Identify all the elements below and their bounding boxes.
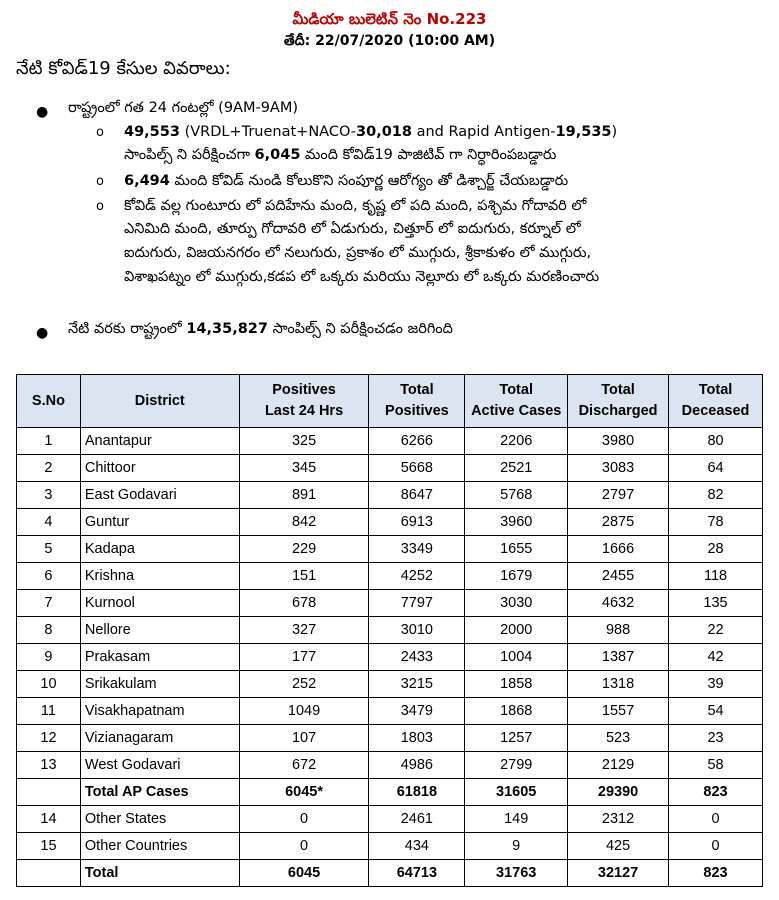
cell-positives-24h: 177 [239, 644, 369, 671]
cell-total-positives: 64713 [369, 860, 465, 887]
cell-district: Srikakulam [80, 671, 239, 698]
vrdl-count: 30,018 [356, 124, 412, 140]
cell-deceased: 28 [669, 536, 763, 563]
cell-sno [17, 779, 81, 806]
table-row [17, 509, 763, 536]
bullet-tests-24h: రాష్ట్రంలో గత 24 గంటల్లో (9AM-9AM) [68, 100, 299, 116]
cell-deceased: 82 [669, 482, 763, 509]
table-row [17, 698, 763, 725]
cell-active-cases: 1257 [465, 725, 568, 752]
cell-total-positives: 2461 [369, 806, 465, 833]
circle-bullet-icon: o [96, 125, 104, 140]
cell-deceased: 0 [669, 806, 763, 833]
cell-deceased: 0 [669, 833, 763, 860]
bullet-total-samples [68, 318, 453, 340]
cell-positives-24h: 252 [239, 671, 369, 698]
table-row [17, 860, 763, 887]
header-sno: S.No [17, 375, 81, 428]
cell-positives-24h: 0 [239, 806, 369, 833]
table-row [17, 644, 763, 671]
cell-sno: 11 [17, 698, 81, 725]
cell-positives-24h: 1049 [239, 698, 369, 725]
cell-district: Prakasam [80, 644, 239, 671]
cell-discharged: 425 [568, 833, 669, 860]
cell-active-cases: 31763 [465, 860, 568, 887]
cell-discharged: 29390 [568, 779, 669, 806]
cell-active-cases: 2799 [465, 752, 568, 779]
table-header-row [17, 375, 763, 428]
cell-discharged: 1557 [568, 698, 669, 725]
deaths-line-1: కోవిడ్ వల్ల గుంటూరు లో పదిహేను మంది, కృష్ణ లో పది మంది, పశ్చిమ గోదావరి లో [124, 198, 587, 214]
cell-district: Other States [80, 806, 239, 833]
cell-active-cases: 2521 [465, 455, 568, 482]
positives-line [124, 144, 556, 166]
cell-deceased: 823 [669, 860, 763, 887]
header-text: Deceased [681, 403, 750, 419]
cell-active-cases: 9 [465, 833, 568, 860]
header-text: Total [601, 382, 635, 398]
cell-active-cases: 1868 [465, 698, 568, 725]
header-text: Total [400, 382, 434, 398]
cell-active-cases: 1858 [465, 671, 568, 698]
header-positives-24h [239, 375, 369, 428]
cell-discharged: 2797 [568, 482, 669, 509]
cell-sno: 13 [17, 752, 81, 779]
cell-active-cases: 149 [465, 806, 568, 833]
cell-deceased: 39 [669, 671, 763, 698]
cell-total-positives: 3010 [369, 617, 465, 644]
table-row [17, 482, 763, 509]
cell-district: Kurnool [80, 590, 239, 617]
cell-sno: 1 [17, 428, 81, 455]
section-heading: నేటి కోవిడ్19 కేసుల వివరాలు: [16, 58, 231, 79]
cell-active-cases: 1004 [465, 644, 568, 671]
cell-sno: 4 [17, 509, 81, 536]
cell-total-positives: 3349 [369, 536, 465, 563]
deaths-line-3: ఐదుగురు, విజయనగరం లో నలుగురు, ప్రకాశం లో ముగ్గురు, శ్రీకాకుళం లో ముగ్గురు, [124, 245, 592, 261]
cell-sno: 7 [17, 590, 81, 617]
cell-discharged: 3980 [568, 428, 669, 455]
cell-positives-24h: 891 [239, 482, 369, 509]
table-row [17, 428, 763, 455]
discharged-count: 6,494 [124, 173, 170, 189]
cell-district: Total [80, 860, 239, 887]
cell-district: Anantapur [80, 428, 239, 455]
header-text: Total [698, 382, 733, 398]
cell-district: Total AP Cases [80, 779, 239, 806]
cell-district: Visakhapatnam [80, 698, 239, 725]
samples-text-a: (VRDL+Truenat+NACO- [179, 124, 357, 140]
header-active-cases [465, 375, 568, 428]
table-row [17, 536, 763, 563]
cell-positives-24h: 151 [239, 563, 369, 590]
cell-positives-24h: 325 [239, 428, 369, 455]
cell-total-positives: 5668 [369, 455, 465, 482]
header-text: Total [499, 382, 533, 398]
cell-total-positives: 6913 [369, 509, 465, 536]
cell-discharged: 4632 [568, 590, 669, 617]
cell-positives-24h: 107 [239, 725, 369, 752]
cell-total-positives: 4986 [369, 752, 465, 779]
cell-sno: 2 [17, 455, 81, 482]
header-text: Positives [272, 382, 336, 398]
cell-active-cases: 2000 [465, 617, 568, 644]
cell-discharged: 1666 [568, 536, 669, 563]
cell-total-positives: 6266 [369, 428, 465, 455]
cell-active-cases: 2206 [465, 428, 568, 455]
cell-positives-24h: 672 [239, 752, 369, 779]
discharged-text: మంది కోవిడ్ నుండి కోలుకొని సంపూర్ణ ఆరోగ్యం తో డిశ్చార్జ్ చేయబడ్డారు [169, 173, 569, 189]
cell-sno [17, 860, 81, 887]
cell-total-positives: 3479 [369, 698, 465, 725]
cell-positives-24h: 229 [239, 536, 369, 563]
table-row [17, 617, 763, 644]
cell-deceased: 823 [669, 779, 763, 806]
header-deceased [669, 375, 763, 428]
deaths-line-4: విశాఖపట్నం లో ముగ్గురు,కడప లో ఒక్కరు మరియు నెల్లూరు లో ఒక్కరు మరణించారు [124, 269, 600, 285]
table-row [17, 806, 763, 833]
cell-discharged: 32127 [568, 860, 669, 887]
circle-bullet-icon: o [96, 174, 104, 189]
cell-discharged: 2129 [568, 752, 669, 779]
header-total-positives [369, 375, 465, 428]
cell-total-positives: 3215 [369, 671, 465, 698]
cell-sno: 3 [17, 482, 81, 509]
cell-deceased: 22 [669, 617, 763, 644]
table-row [17, 671, 763, 698]
cell-sno: 5 [17, 536, 81, 563]
bulletin-title: మీడియా బులెటిన్ నెం No.223 [292, 10, 487, 28]
table-row [17, 563, 763, 590]
cell-sno: 14 [17, 806, 81, 833]
cell-discharged: 988 [568, 617, 669, 644]
cell-sno: 6 [17, 563, 81, 590]
date-value: 22/07/2020 (10:00 AM) [315, 33, 496, 49]
cell-discharged: 1387 [568, 644, 669, 671]
district-cases-table [16, 374, 763, 887]
cell-active-cases: 3030 [465, 590, 568, 617]
cell-sno: 8 [17, 617, 81, 644]
bullet-icon: ● [36, 104, 49, 120]
cell-deceased: 135 [669, 590, 763, 617]
cell-district: Krishna [80, 563, 239, 590]
cell-active-cases: 31605 [465, 779, 568, 806]
positives-count: 6,045 [254, 147, 301, 163]
cell-district: Guntur [80, 509, 239, 536]
total-samples-text-b: సాంపిల్స్ ని పరీక్షించడం జరిగింది [267, 321, 453, 337]
positives-text-a: సాంపిల్స్ ని పరీక్షించగా [124, 147, 255, 163]
cell-active-cases: 5768 [465, 482, 568, 509]
circle-bullet-icon: o [96, 199, 104, 214]
cell-district: Other Countries [80, 833, 239, 860]
cell-sno: 12 [17, 725, 81, 752]
cell-deceased: 58 [669, 752, 763, 779]
cell-sno: 9 [17, 644, 81, 671]
header-discharged [568, 375, 669, 428]
cell-district: Nellore [80, 617, 239, 644]
cell-positives-24h: 6045 [239, 860, 369, 887]
cell-positives-24h: 6045* [239, 779, 369, 806]
cell-deceased: 64 [669, 455, 763, 482]
samples-text-b: and Rapid Antigen- [411, 124, 556, 140]
discharged-line [124, 170, 568, 192]
cell-active-cases: 1679 [465, 563, 568, 590]
cell-total-positives: 2433 [369, 644, 465, 671]
deaths-line-2: ఎనిమిది మంది, తూర్పు గోదావరి లో ఏడుగురు, చిత్తూర్ లో ఐదుగురు, కర్నూల్ లో [124, 221, 581, 237]
cell-discharged: 2455 [568, 563, 669, 590]
cell-discharged: 2875 [568, 509, 669, 536]
cell-district: Kadapa [80, 536, 239, 563]
table-row [17, 590, 763, 617]
cell-deceased: 54 [669, 698, 763, 725]
bullet-icon: ● [36, 325, 49, 341]
cell-deceased: 23 [669, 725, 763, 752]
cell-district: Vizianagaram [80, 725, 239, 752]
cell-district: West Godavari [80, 752, 239, 779]
table-row [17, 455, 763, 482]
cell-discharged: 1318 [568, 671, 669, 698]
cell-active-cases: 3960 [465, 509, 568, 536]
total-samples-count: 14,35,827 [186, 321, 268, 337]
cell-total-positives: 61818 [369, 779, 465, 806]
total-samples-text-a: నేటి వరకు రాష్ట్రంలో [68, 321, 187, 337]
samples-tested-line [124, 121, 617, 143]
cell-deceased: 42 [669, 644, 763, 671]
cell-positives-24h: 327 [239, 617, 369, 644]
table-row [17, 752, 763, 779]
cell-sno: 10 [17, 671, 81, 698]
cell-deceased: 118 [669, 563, 763, 590]
cell-positives-24h: 345 [239, 455, 369, 482]
header-text: Positives [385, 403, 449, 419]
header-text: Discharged [578, 403, 658, 419]
header-text: Active Cases [471, 403, 562, 419]
positives-text-b: మంది కోవిడ్19 పాజిటివ్ గా నిర్ధారింపబడ్డారు [300, 147, 557, 163]
cell-positives-24h: 678 [239, 590, 369, 617]
cell-deceased: 78 [669, 509, 763, 536]
table-row [17, 725, 763, 752]
bulletin-date [0, 33, 779, 52]
table-row [17, 779, 763, 806]
cell-district: East Godavari [80, 482, 239, 509]
cell-sno: 15 [17, 833, 81, 860]
cell-discharged: 2312 [568, 806, 669, 833]
cell-total-positives: 7797 [369, 590, 465, 617]
cell-total-positives: 1803 [369, 725, 465, 752]
cell-positives-24h: 842 [239, 509, 369, 536]
cell-total-positives: 8647 [369, 482, 465, 509]
cell-district: Chittoor [80, 455, 239, 482]
header-district: District [80, 375, 239, 428]
cell-total-positives: 434 [369, 833, 465, 860]
cell-discharged: 3083 [568, 455, 669, 482]
table-row [17, 833, 763, 860]
cell-deceased: 80 [669, 428, 763, 455]
samples-text-c: ) [611, 124, 618, 140]
header-text: Last 24 Hrs [264, 403, 344, 419]
cell-discharged: 523 [568, 725, 669, 752]
date-label: తేదీ: [283, 33, 311, 49]
cell-positives-24h: 0 [239, 833, 369, 860]
antigen-count: 19,535 [555, 124, 612, 140]
cell-active-cases: 1655 [465, 536, 568, 563]
cell-total-positives: 4252 [369, 563, 465, 590]
samples-count: 49,553 [124, 124, 180, 140]
